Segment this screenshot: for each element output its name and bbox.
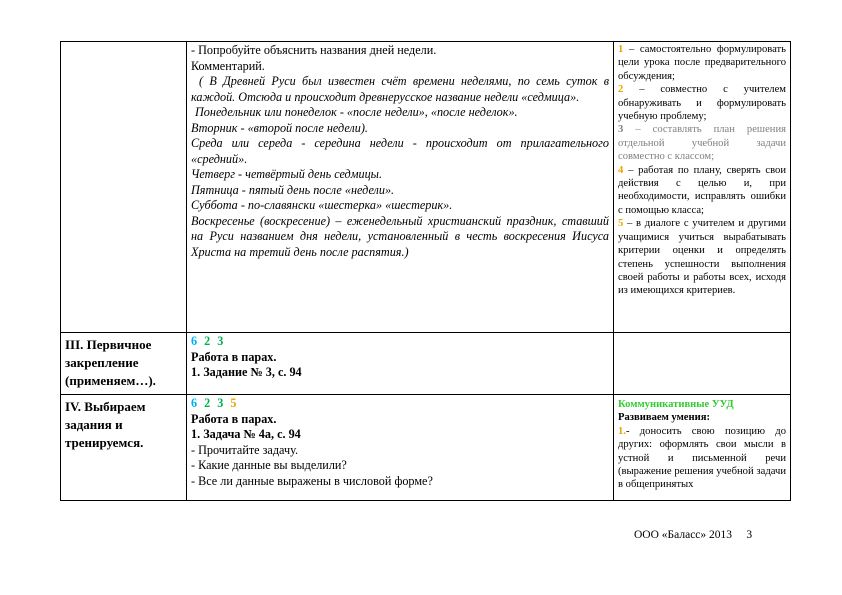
stage-cell <box>61 42 187 333</box>
table-row <box>61 42 791 333</box>
table-row <box>61 333 791 395</box>
uud-item: 4 – работая по плану, сверять свои действия с целью и, при необходимости, исправлять ошибки с помощью класса; <box>618 164 786 216</box>
stage-title: IV. Выбираем задания и тренируемся. <box>65 399 146 450</box>
question-text: - Попробуйте объяснить названия дней недели. <box>191 43 437 57</box>
comment-paragraph: Воскресенье (воскресение) – еженедельный христианский праздник, ставший на Руси названием дня недели, установленный в честь воскресения Иисуса Христа на третий день после распятия.) <box>191 213 609 259</box>
table-row <box>61 395 791 501</box>
stage-title: III. Первичное закрепление (применяем…). <box>65 337 156 388</box>
lesson-table <box>60 41 791 501</box>
uud-item: 1 – самостоятельно формулировать цели урока после предварительного обсуждения; <box>618 44 786 82</box>
stage-cell <box>61 333 187 395</box>
task-question: - Прочитайте задачу. <box>191 442 299 457</box>
uud-item: 5 – в диалоге с учителем и другими учащимися учиться вырабатывать критерии оценки и определять степень успешности выполнения своей работы и работы всех, исходя из имеющихся критериев. <box>618 218 786 297</box>
comment-label: Комментарий. <box>191 58 265 73</box>
uud-item: 2 – совместно с учителем обнаруживать и формулировать учебную проблему; <box>618 84 786 123</box>
uud-subtitle: Развиваем умения: <box>618 412 710 424</box>
task-question: - Какие данные вы выделили? <box>191 458 347 472</box>
task-heading: Работа в парах. <box>191 411 277 426</box>
task-question: - Все ли данные выражены в числовой форме? <box>191 473 433 488</box>
footer-company: ООО «Баласс» 2013 <box>634 529 733 541</box>
uud-item: 3 – составлять план решения отдельной учебной задачи совместно с классом; <box>618 124 786 163</box>
page-number: 3 <box>746 529 753 541</box>
page-footer <box>634 529 752 541</box>
uud-numbers: 6 2 3 <box>191 334 226 348</box>
task-reference: 1. Задание № 3, с. 94 <box>191 365 302 379</box>
uud-item: 1.- доносить свою позицию до других: оформлять свои мысли в устной и письменной речи (выражение решения учебной задачи в общепринятых <box>618 425 786 491</box>
uud-numbers: 6 2 3 5 <box>191 396 239 410</box>
uud-cell <box>614 395 791 501</box>
uud-cell <box>614 333 791 395</box>
stage-cell <box>61 395 187 501</box>
uud-cell <box>614 42 791 333</box>
comment-paragraph: Вторник - «второй после недели). <box>191 120 368 135</box>
task-heading: Работа в парах. <box>191 349 277 364</box>
comment-paragraph: Пятница - пятый день после «недели». <box>191 182 395 197</box>
content-cell <box>187 395 614 501</box>
comment-paragraph: ( В Древней Руси был известен счёт времени неделями, по семь суток в каждой. Отсюда и происходит древнерусское название недели «седмица». <box>191 74 609 104</box>
comment-paragraph: Четверг - четвёртый день седмицы. <box>191 167 382 181</box>
comment-paragraph: Среда или середа - середина недели - происходит от прилагательного «средний». <box>191 136 609 166</box>
task-reference: 1. Задача № 4а, с. 94 <box>191 427 301 441</box>
content-cell <box>187 42 614 333</box>
comment-paragraph: Понедельник или понеделок - «после недели», «после неделок». <box>195 105 518 119</box>
content-cell <box>187 333 614 395</box>
uud-title: Коммуникативные УУД <box>618 399 734 410</box>
comment-paragraph: Суббота - по-славянски «шестерка» «шестерик». <box>191 198 453 212</box>
